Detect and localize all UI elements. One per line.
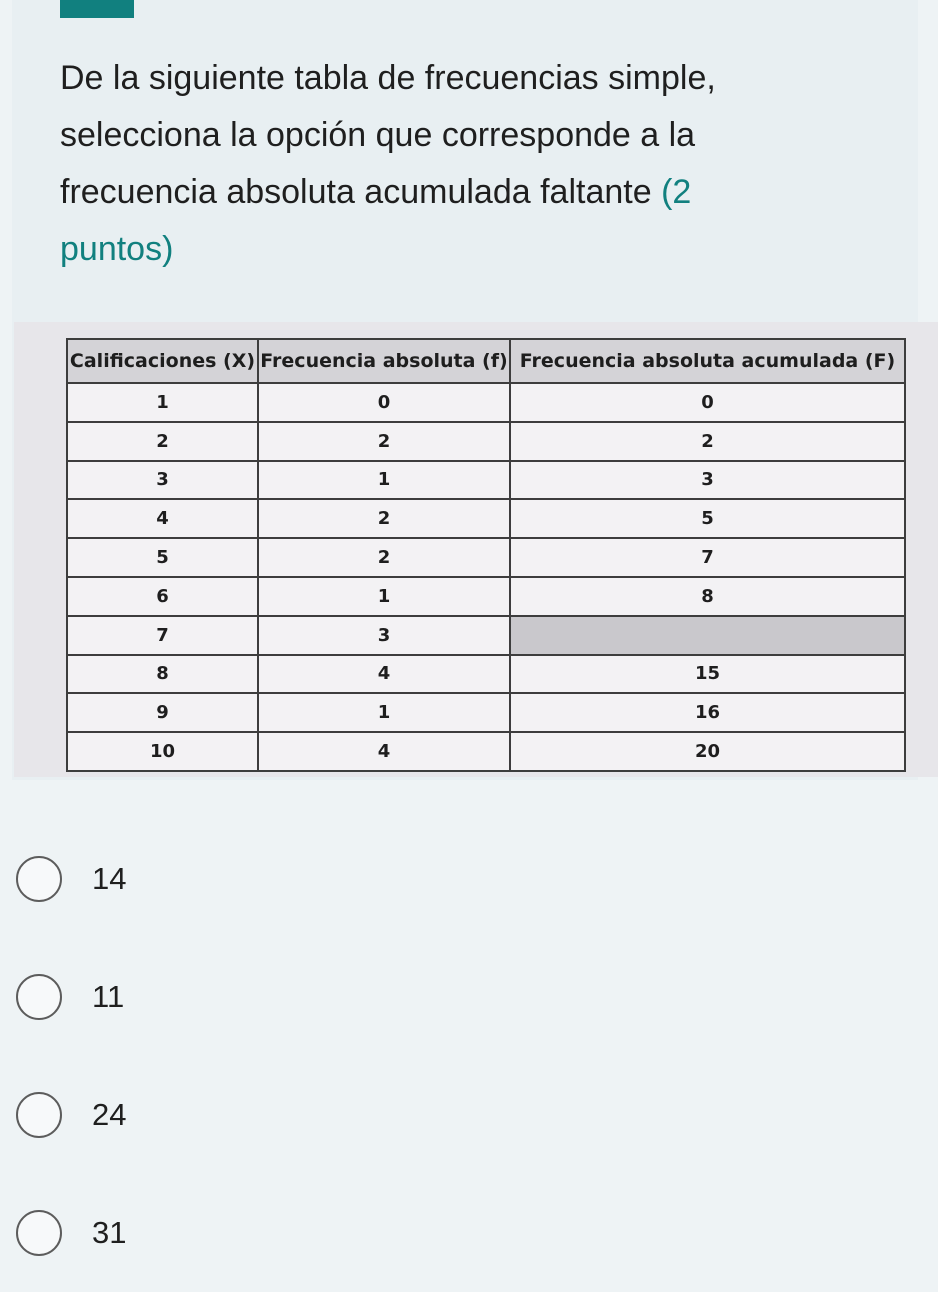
table-row	[67, 422, 905, 461]
cell-x: 5	[67, 538, 258, 577]
question-points: (2 puntos)	[60, 173, 692, 268]
cell-F: 0	[510, 383, 905, 422]
table-header-row	[67, 339, 905, 383]
option-label: 11	[92, 979, 125, 1014]
cell-f: 1	[258, 577, 510, 616]
cell-f: 4	[258, 655, 510, 694]
header-frecuencia-absoluta: Frecuencia absoluta (f)	[258, 339, 510, 383]
header-calificaciones: Calificaciones (X)	[67, 339, 258, 383]
cell-F: 16	[510, 693, 905, 732]
table-row	[67, 538, 905, 577]
option-3[interactable]	[16, 1056, 616, 1174]
cell-F: 3	[510, 461, 905, 500]
accent-bar	[60, 0, 134, 18]
cell-f: 3	[258, 616, 510, 655]
cell-F: 8	[510, 577, 905, 616]
radio-button[interactable]	[16, 1210, 62, 1256]
cell-F-missing	[510, 616, 905, 655]
table-row	[67, 655, 905, 694]
cell-f: 1	[258, 693, 510, 732]
table-row	[67, 693, 905, 732]
cell-x: 1	[67, 383, 258, 422]
question-body: De la siguiente tabla de frecuencias simple, selecciona la opción que corresponde a la frecuencia absoluta acumulada faltante	[60, 59, 716, 211]
option-label: 31	[92, 1215, 127, 1250]
radio-button[interactable]	[16, 1092, 62, 1138]
answer-options	[16, 820, 616, 1292]
cell-x: 3	[67, 461, 258, 500]
table-row	[67, 499, 905, 538]
cell-x: 2	[67, 422, 258, 461]
cell-f: 0	[258, 383, 510, 422]
cell-F: 2	[510, 422, 905, 461]
table-row	[67, 577, 905, 616]
cell-x: 9	[67, 693, 258, 732]
cell-x: 4	[67, 499, 258, 538]
cell-f: 4	[258, 732, 510, 771]
frequency-table	[66, 338, 906, 772]
radio-button[interactable]	[16, 974, 62, 1020]
option-label: 24	[92, 1097, 127, 1132]
cell-F: 5	[510, 499, 905, 538]
frequency-table-image	[14, 322, 938, 777]
cell-f: 2	[258, 538, 510, 577]
cell-x: 8	[67, 655, 258, 694]
cell-F: 15	[510, 655, 905, 694]
cell-x: 6	[67, 577, 258, 616]
cell-F: 7	[510, 538, 905, 577]
option-1[interactable]	[16, 820, 616, 938]
cell-x: 10	[67, 732, 258, 771]
option-2[interactable]	[16, 938, 616, 1056]
table-row	[67, 383, 905, 422]
option-4[interactable]	[16, 1174, 616, 1292]
cell-f: 2	[258, 499, 510, 538]
cell-f: 1	[258, 461, 510, 500]
cell-F: 20	[510, 732, 905, 771]
table-row	[67, 732, 905, 771]
table-row	[67, 616, 905, 655]
cell-f: 2	[258, 422, 510, 461]
table-row	[67, 461, 905, 500]
option-label: 14	[92, 861, 127, 896]
question-text	[60, 50, 780, 278]
cell-x: 7	[67, 616, 258, 655]
radio-button[interactable]	[16, 856, 62, 902]
header-frecuencia-acumulada: Frecuencia absoluta acumulada (F)	[510, 339, 905, 383]
